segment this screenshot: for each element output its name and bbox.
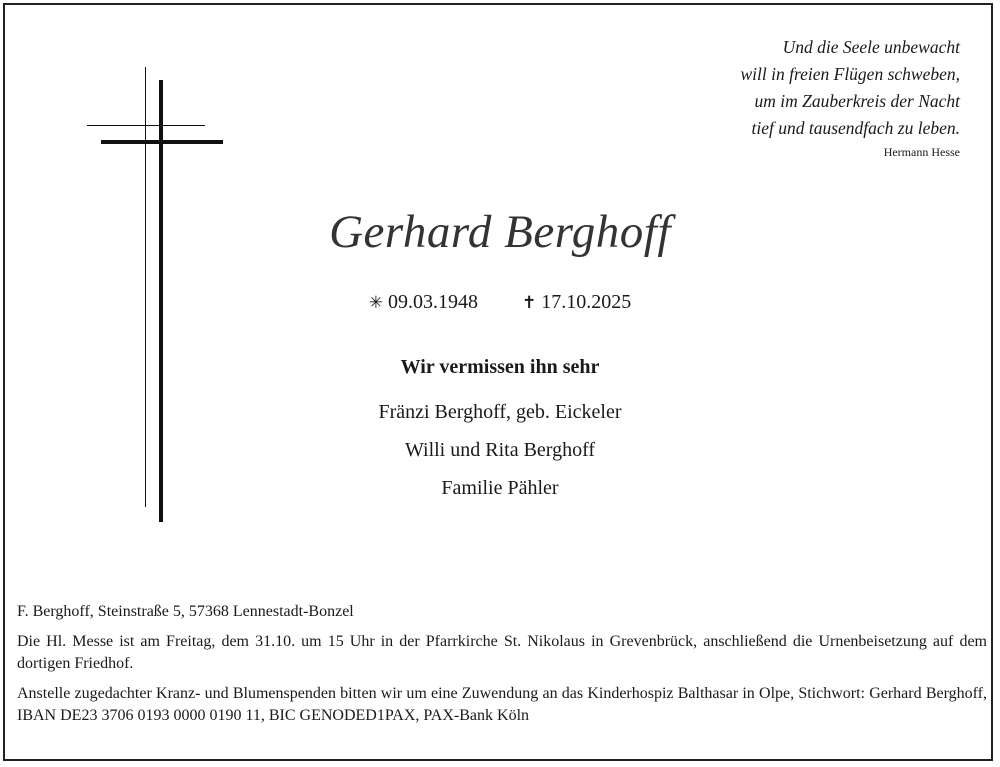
deceased-name: Gerhard Berghoff <box>329 206 671 258</box>
birth-date: 09.03.1948 <box>388 291 478 313</box>
poem <box>540 34 960 162</box>
mourner-name: Willi und Rita Berghoff <box>404 439 596 461</box>
poem-line: tief und tausendfach zu leben. <box>751 118 960 138</box>
info-block <box>17 601 987 735</box>
birth-star-icon: ✳ <box>368 293 383 313</box>
death-date: 17.10.2025 <box>541 291 632 313</box>
poem-line: Und die Seele unbewacht <box>782 37 960 57</box>
poem-line: um im Zauberkreis der Nacht <box>754 91 960 111</box>
life-dates <box>0 291 1000 314</box>
mourner-name: Fränzi Berghoff, geb. Eickeler <box>378 401 622 423</box>
mourners-heading: Wir vermissen ihn sehr <box>400 356 600 378</box>
mourner-name: Familie Pähler <box>441 477 559 499</box>
death-cross-icon: ✝ <box>522 293 537 313</box>
poem-line: will in freien Flügen schweben, <box>740 64 960 84</box>
service-details: Die Hl. Messe ist am Freitag, dem 31.10. um 15 Uhr in der Pfarrkirche St. Nikolaus in Grevenbrück, anschließend die Urnenbeisetzung auf dem dortigen Friedhof. <box>17 633 987 672</box>
poem-author: Hermann Hesse <box>883 145 960 159</box>
donation-details: Anstelle zugedachter Kranz- und Blumenspenden bitten wir um eine Zuwendung an das Kinderhospiz Balthasar in Olpe, Stichwort: Gerhard Berghoff, IBAN DE23 3706 0193 0000 0190 11, BIC GENODED1PAX, PAX-Bank Köln <box>17 685 987 724</box>
contact-address: F. Berghoff, Steinstraße 5, 57368 Lennestadt-Bonzel <box>17 603 354 620</box>
mourners <box>0 352 1000 507</box>
